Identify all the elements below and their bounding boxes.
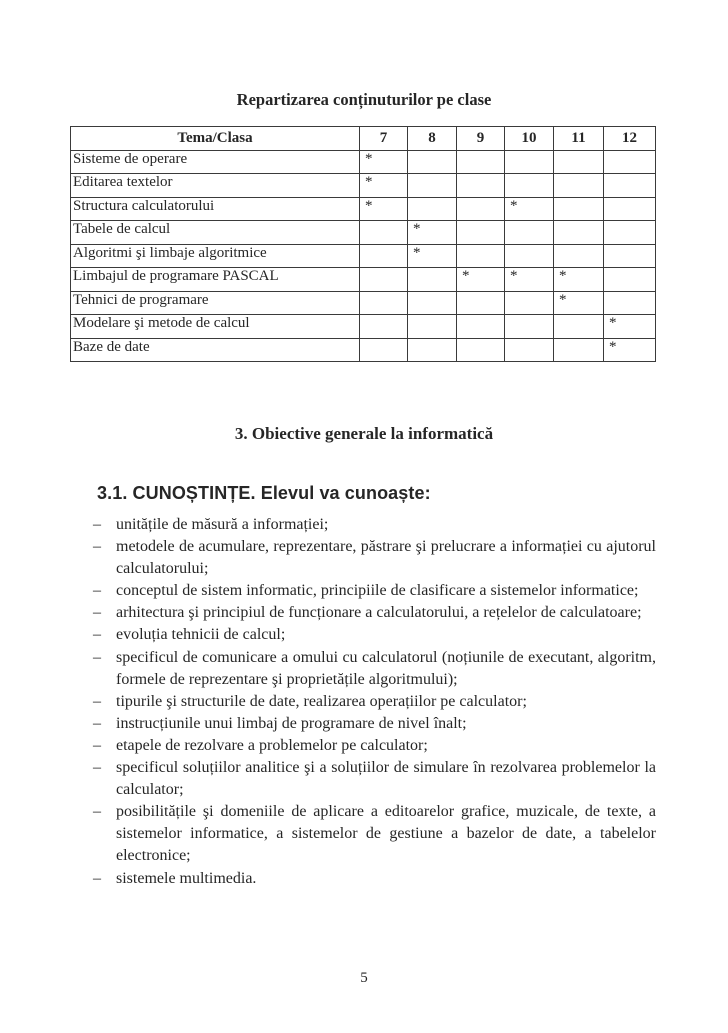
grade-mark-cell <box>408 268 457 292</box>
grade-mark-cell <box>360 338 408 362</box>
grade-mark-cell <box>457 315 505 339</box>
objectives-list <box>93 514 656 890</box>
list-item-text: etapele de rezolvare a problemelor pe calculator; <box>116 736 428 754</box>
table-row <box>71 244 656 268</box>
grade-mark-cell <box>604 174 656 198</box>
subject-cell: Sisteme de operare <box>71 150 360 174</box>
subheading: 3.1. CUNOȘTINȚE. Elevul va cunoaște: <box>97 483 431 503</box>
table-row <box>71 315 656 339</box>
table-row <box>71 291 656 315</box>
subject-cell: Baze de date <box>71 338 360 362</box>
grade-mark-cell <box>457 338 505 362</box>
header-grade-11: 11 <box>554 127 604 151</box>
grade-mark-cell: * <box>360 150 408 174</box>
distribution-table <box>70 126 656 362</box>
bullet-dash: – <box>93 582 101 600</box>
list-item-text: posibilitățile şi domeniile de aplicare a editoarelor grafice, muzicale, de texte, a sistemelor informatice, a sistemelor de gestiune a bazelor de date, a tabelelor electronice; <box>116 803 656 865</box>
list-item <box>93 713 656 735</box>
list-item-text: unitățile de măsură a informației; <box>116 516 329 533</box>
grade-mark-cell <box>604 291 656 315</box>
header-theme: Tema/Clasa <box>71 127 360 151</box>
grade-mark-cell <box>360 221 408 245</box>
list-item <box>93 801 656 867</box>
subject-cell: Editarea textelor <box>71 174 360 198</box>
bullet-dash: – <box>93 692 101 710</box>
grade-mark-cell <box>457 221 505 245</box>
list-item-text: tipurile şi structurile de date, realizarea operațiilor pe calculator; <box>116 692 527 710</box>
subject-cell: Limbajul de programare PASCAL <box>71 268 360 292</box>
list-item <box>93 514 656 536</box>
table-row <box>71 174 656 198</box>
subject-cell: Structura calculatorului <box>71 197 360 221</box>
bullet-dash: – <box>93 538 101 556</box>
grade-mark-cell <box>360 315 408 339</box>
grade-mark-cell <box>604 268 656 292</box>
grade-mark-cell: * <box>505 197 554 221</box>
list-item-text: specificul de comunicare a omului cu calculatorul (noțiunile de executant, algoritm, formele de reprezentare şi proprietățile algoritmului); <box>116 648 656 688</box>
list-item <box>93 647 656 691</box>
grade-mark-cell: * <box>554 268 604 292</box>
grade-mark-cell <box>604 244 656 268</box>
grade-mark-cell <box>408 174 457 198</box>
grade-mark-cell <box>408 150 457 174</box>
grade-mark-cell <box>554 244 604 268</box>
grade-mark-cell <box>457 150 505 174</box>
list-item-text: instrucțiunile unui limbaj de programare de nivel înalt; <box>116 714 467 732</box>
bullet-dash: – <box>93 626 101 644</box>
grade-mark-cell <box>505 315 554 339</box>
list-item <box>93 536 656 580</box>
bullet-dash: – <box>93 714 101 732</box>
grade-mark-cell <box>554 221 604 245</box>
list-item-text: metodele de acumulare, reprezentare, păstrare şi prelucrare a informației cu ajutorul calculatorului; <box>116 538 656 578</box>
grade-mark-cell <box>505 150 554 174</box>
bullet-dash: – <box>93 736 101 754</box>
list-item <box>93 624 656 646</box>
grade-mark-cell <box>408 291 457 315</box>
list-item <box>93 735 656 757</box>
table-row <box>71 150 656 174</box>
table-header-row <box>71 127 656 151</box>
list-item-text: specificul soluțiilor analitice şi a soluțiilor de simulare în rezolvarea problemelor la calculator; <box>116 759 656 799</box>
list-item-text: sistemele multimedia. <box>116 869 257 887</box>
grade-mark-cell: * <box>604 338 656 362</box>
list-item-text: evoluția tehnicii de calcul; <box>116 626 286 644</box>
header-grade-9: 9 <box>457 127 505 151</box>
grade-mark-cell <box>408 197 457 221</box>
bullet-dash: – <box>93 803 101 821</box>
page-number: 5 <box>360 970 368 986</box>
table-row <box>71 197 656 221</box>
grade-mark-cell <box>457 174 505 198</box>
list-item <box>93 580 656 602</box>
table-row <box>71 221 656 245</box>
list-item-text: conceptul de sistem informatic, principiile de clasificare a sistemelor informatice; <box>116 582 639 600</box>
header-grade-8: 8 <box>408 127 457 151</box>
bullet-dash: – <box>93 869 101 887</box>
grade-mark-cell <box>554 315 604 339</box>
grade-mark-cell: * <box>360 174 408 198</box>
grade-mark-cell <box>505 338 554 362</box>
grade-mark-cell <box>360 268 408 292</box>
grade-mark-cell <box>408 338 457 362</box>
grade-mark-cell: * <box>408 221 457 245</box>
section-title: 3. Obiective generale la informatică <box>234 424 494 443</box>
grade-mark-cell <box>360 291 408 315</box>
grade-mark-cell: * <box>457 268 505 292</box>
grade-mark-cell <box>505 244 554 268</box>
grade-mark-cell <box>554 150 604 174</box>
list-item <box>93 691 656 713</box>
grade-mark-cell <box>457 197 505 221</box>
grade-mark-cell <box>604 150 656 174</box>
grade-mark-cell: * <box>408 244 457 268</box>
grade-mark-cell <box>505 174 554 198</box>
grade-mark-cell: * <box>505 268 554 292</box>
list-item <box>93 602 656 624</box>
grade-mark-cell <box>457 244 505 268</box>
header-grade-12: 12 <box>604 127 656 151</box>
list-item-text: arhitectura şi principiul de funcționare a calculatorului, a rețelelor de calculatoare; <box>116 604 642 622</box>
table-row <box>71 338 656 362</box>
grade-mark-cell <box>604 221 656 245</box>
grade-mark-cell <box>505 291 554 315</box>
table-title: Repartizarea conținuturilor pe clase <box>236 90 492 109</box>
grade-mark-cell <box>457 291 505 315</box>
bullet-dash: – <box>93 516 101 533</box>
header-grade-10: 10 <box>505 127 554 151</box>
grade-mark-cell <box>554 338 604 362</box>
grade-mark-cell <box>408 315 457 339</box>
subject-cell: Algoritmi şi limbaje algoritmice <box>71 244 360 268</box>
list-item <box>93 757 656 801</box>
grade-mark-cell <box>360 244 408 268</box>
list-item <box>93 868 656 890</box>
bullet-dash: – <box>93 604 101 622</box>
grade-mark-cell <box>604 197 656 221</box>
header-grade-7: 7 <box>360 127 408 151</box>
table-row <box>71 268 656 292</box>
grade-mark-cell: * <box>604 315 656 339</box>
bullet-dash: – <box>93 648 101 666</box>
grade-mark-cell: * <box>554 291 604 315</box>
grade-mark-cell <box>554 197 604 221</box>
subject-cell: Modelare şi metode de calcul <box>71 315 360 339</box>
bullet-dash: – <box>93 759 101 777</box>
subject-cell: Tehnici de programare <box>71 291 360 315</box>
subject-cell: Tabele de calcul <box>71 221 360 245</box>
grade-mark-cell: * <box>360 197 408 221</box>
grade-mark-cell <box>554 174 604 198</box>
grade-mark-cell <box>505 221 554 245</box>
